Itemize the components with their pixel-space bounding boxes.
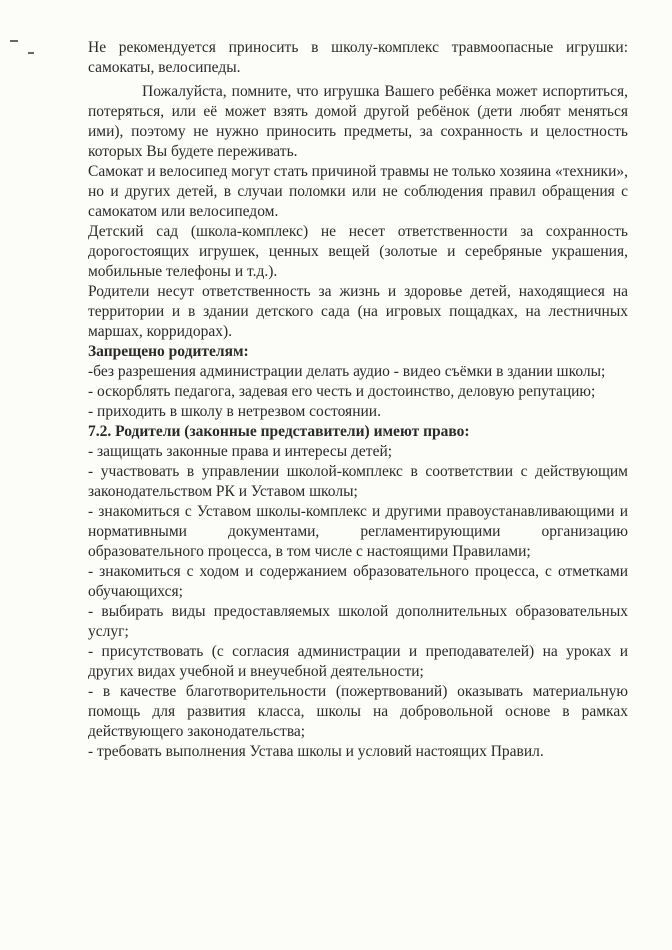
scan-artifact	[10, 40, 18, 42]
forbidden-heading: Запрещено родителям:	[88, 343, 249, 360]
paragraph-toy-loss: Пожалуйста, помните, что игрушка Вашего ребёнка может испортиться, потеряться, или её может взять домой другой ребёнок (дети любят меняться ими), поэтому не нужно приносить предметы, за сохранность и целостность которых Вы будете переживать.	[88, 83, 628, 160]
paragraph-parent-responsibility: Родители несут ответственность за жизнь и здоровье детей, находящиеся на территории и в здании детского сада (на игровых пощадках, на лестничных маршах, корридорах).	[88, 283, 628, 340]
rights-item: - знакомиться с Уставом школы-комплекс и другими правоустанавливающими и нормативными документами, регламентирующими организацию образовательного процесса, в том числе с настоящими Правилами;	[88, 503, 628, 560]
forbidden-item: -без разрешения администрации делать аудио - видео съёмки в здании школы;	[88, 363, 606, 380]
rights-item: - присутствовать (с согласия администрации и преподавателей) на уроках и других видах учебной и внеучебной деятельности;	[88, 643, 628, 680]
paragraph-scooter-risk: Самокат и велосипед могут стать причиной травмы не только хозяина «техники», но и других детей, в случаи поломки или не соблюдения правил обращения с самокатом или велосипедом.	[88, 163, 628, 220]
rights-item: - знакомиться с ходом и содержанием образовательного процесса, с отметками обучающихся;	[88, 563, 628, 600]
forbidden-item: - приходить в школу в нетрезвом состоянии.	[88, 403, 381, 420]
forbidden-item: - оскорблять педагога, задевая его честь и достоинство, деловую репутацию;	[88, 383, 596, 400]
scan-artifact	[28, 52, 34, 54]
rights-item: - участвовать в управлении школой-комплекс в соответствии с действующим законодательством РК и Уставом школы;	[88, 463, 628, 500]
rights-item: - защищать законные права и интересы детей;	[88, 443, 393, 460]
rights-item: - требовать выполнения Устава школы и условий настоящих Правил.	[88, 743, 544, 760]
document-body	[88, 38, 628, 762]
rights-item: - выбирать виды предоставляемых школой дополнительных образовательных услуг;	[88, 603, 628, 640]
rights-heading: 7.2. Родители (законные представители) имеют право:	[88, 423, 470, 440]
paragraph-liability: Детский сад (школа-комплекс) не несет ответственности за сохранность дорогостоящих игрушек, ценных вещей (золотые и серебряные украшения, мобильные телефоны и т.д.).	[88, 223, 628, 280]
paragraph-toys-warning: Не рекомендуется приносить в школу-комплекс травмоопасные игрушки: самокаты, велосипеды.	[88, 39, 628, 76]
rights-item: - в качестве благотворительности (пожертвований) оказывать материальную помощь для развития класса, школы на добровольной основе в рамках действующего законодательства;	[88, 683, 628, 740]
